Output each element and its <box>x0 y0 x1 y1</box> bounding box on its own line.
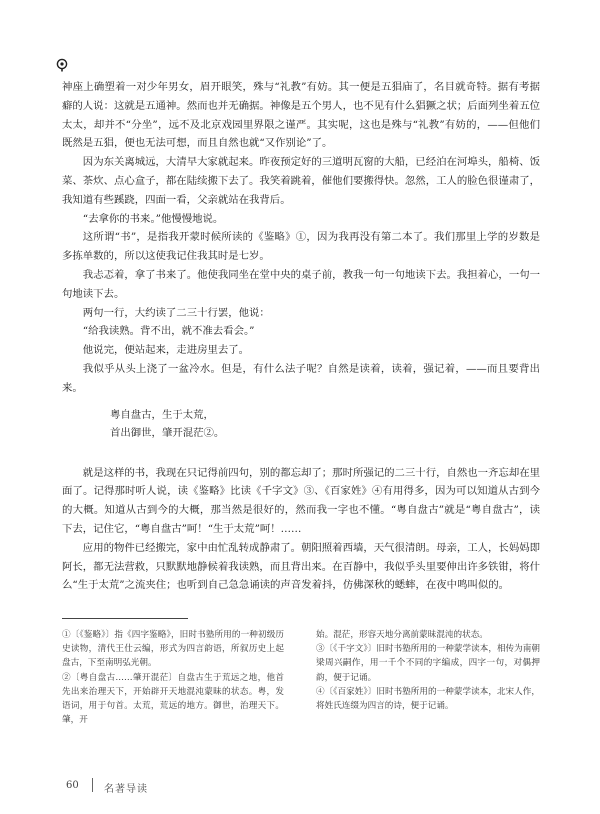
footnote: ①〔《鉴略》〕指《四字鉴略》，旧时书塾所用的一种初级历史读物，清代王仕云编，形式为四言韵语，所叙历史上起盘古，下至南明弘光朝。 <box>62 630 284 669</box>
paragraph: 两句一行，大约读了二三十行罢，他说： <box>82 306 270 319</box>
book-title: 名著导读 <box>104 784 148 795</box>
main-text <box>62 78 540 595</box>
paragraph: 我似乎从头上浇了一盆冷水。但是，有什么法子呢？自然是读着，读着，强记着，——而且要背出来。 <box>62 362 540 394</box>
footnote-divider <box>62 618 188 619</box>
paragraph: 这所谓“书”，是指我开蒙时候所读的《鉴略》①，因为我再没有第二本了。我们那里上学的岁数是多拣单数的，所以这使我记住我其时是七岁。 <box>62 231 540 263</box>
footer-divider <box>92 778 93 792</box>
paragraph: 他说完，便站起来，走进房里去了。 <box>82 344 250 357</box>
paragraph: 就是这样的书，我现在只记得前四句，别的都忘却了；那时所强记的二三十行，自然也一齐忘却在里面了。记得那时听人说，读《鉴略》比读《千字文》③、《百家姓》④有用得多，因为可以知道从古到今的大概。知道从古到今的大概，那当然是很好的，然而我一字也不懂。“粤自盘古”就是“粤自盘古”，读下去，记住它，“粤自盘古”呵！“生于太荒”呵！…… <box>62 466 540 535</box>
verse-line: 粤自盘古，生于太荒， <box>110 408 214 421</box>
paragraph: 应用的物件已经搬完，家中由忙乱转成静肃了。朝阳照着西墙，天气很清朗。母亲，工人，长妈妈即阿长，都无法营救，只默默地静候着我读熟，而且背出来。在百静中，我似乎头里要伸出许多铁钳，将什么“生于太荒”之流夹住；也听到自己急急诵读的声音发着抖，仿佛深秋的蟋蟀，在夜中鸣叫似的。 <box>62 541 540 592</box>
footnote: ④〔《百家姓》〕旧时书塾所用的一种蒙学读本，北宋人作，将姓氏连缀为四言的诗，便于记诵。 <box>316 686 540 712</box>
verse-block <box>62 406 540 442</box>
page-number: 60 <box>66 780 79 791</box>
paragraph: 因为东关离城远，大清早大家就起来。昨夜预定好的三道明瓦窗的大船，已经泊在河埠头，船椅、饭菜、茶炊、点心盒子，都在陆续搬下去了。我笑着跳着，催他们要搬得快。忽然，工人的脸色很谨肃了，我知道有些蹊跷，四面一看，父亲就站在我背后。 <box>62 156 540 206</box>
publisher-logo-icon <box>56 58 68 72</box>
paragraph: “去拿你的书来。”他慢慢地说。 <box>82 212 224 225</box>
paragraph: “给我读熟。背不出，就不准去看会。” <box>82 325 255 338</box>
paragraph: 神座上确塑着一对少年男女，眉开眼笑，殊与“礼教”有妨。其一便是五猖庙了，名目就奇特。据有考据癖的人说：这就是五通神。然而也并无确据。神像是五个男人，也不见有什么猖獗之状；后面列坐着五位太太，却并不“分坐”，远不及北京戏园里界限之谨严。其实呢，这也是殊与“礼教”有妨的，——但他们既然是五猖，便也无法可想，而且自然也就“又作别论”了。 <box>62 81 540 150</box>
footnote: ③〔《千字文》〕旧时书塾所用的一种蒙学读本，相传为南朝梁周兴嗣作，用一千个不同的字编成，四字一句，对偶押韵，便于记诵。 <box>316 644 540 683</box>
footnote: 始。混茫，形容天地分离前蒙昧混沌的状态。 <box>316 630 488 640</box>
verse-line: 首出御世，肇开混茫②。 <box>110 426 225 439</box>
footnote: ②〔粤自盘古……肇开混茫〕自盘古生于荒远之地，他首先出来治理天下，开始辟开天地混沌蒙昧的状态。粤，发语词，用于句首。太荒，荒远的地方。御世，治理天下。肇，开 <box>62 672 284 726</box>
footnotes-left-column <box>62 628 284 727</box>
footnotes-right-column <box>316 628 540 713</box>
paragraph: 我忐忑着，拿了书来了。他使我同坐在堂中央的桌子前，教我一句一句地读下去。我担着心，一句一句地读下去。 <box>62 268 540 300</box>
